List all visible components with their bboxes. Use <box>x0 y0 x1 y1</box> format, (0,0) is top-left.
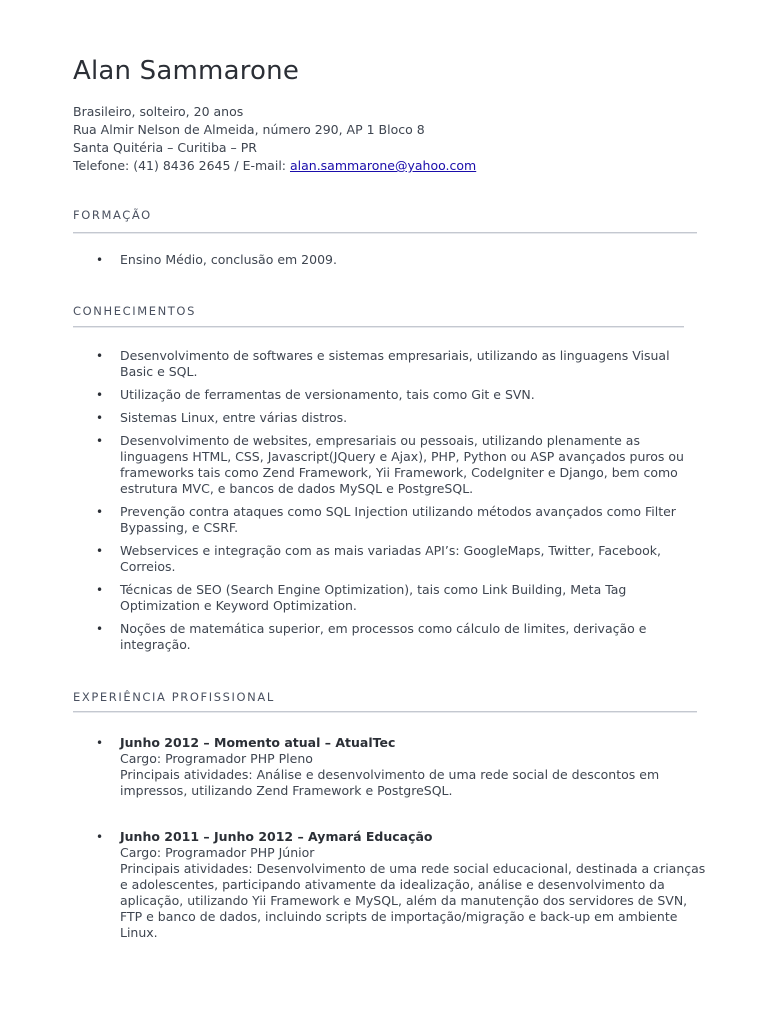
candidate-name: Alan Sammarone <box>73 56 300 86</box>
list-item: • Prevenção contra ataques como SQL Injection utilizando métodos avançados como Filter Bypassing, e CSRF. <box>96 504 706 536</box>
conhecimentos-list <box>96 348 706 660</box>
job-entry <box>96 829 706 941</box>
list-item: • Desenvolvimento de softwares e sistemas empresariais, utilizando as linguagens Visual Basic e SQL. <box>96 348 706 380</box>
list-item: • Técnicas de SEO (Search Engine Optimization), tais como Link Building, Meta Tag Optimization e Keyword Optimization. <box>96 582 706 614</box>
section-divider <box>73 232 697 233</box>
phone-email-line <box>73 157 476 175</box>
job-activities: Principais atividades: Análise e desenvolvimento de uma rede social de descontos em impressos, utilizando Zend Framework e PostgreSQL. <box>120 767 660 798</box>
job-heading: • Junho 2011 – Junho 2012 – Aymará Educação <box>120 829 433 844</box>
email-link[interactable]: alan.sammarone@yahoo.com <box>289 158 477 173</box>
address-city: Santa Quitéria – Curitiba – PR <box>73 140 257 155</box>
job-entry <box>96 735 706 799</box>
section-title-conhecimentos: CONHECIMENTOS <box>73 304 196 318</box>
job-role: Cargo: Programador PHP Júnior <box>120 845 315 860</box>
job-activities: Principais atividades: Desenvolvimento de uma rede social educacional, destinada a crianças e adolescentes, participando ativamente da idealização, análise e desenvolvimento da aplicação, utilizando Yii Framework e MySQL, além da manutenção dos servidores de SVN, FTP e banco de dados, incluindo scripts de importação/migração e back-up em ambiente Linux. <box>120 861 706 940</box>
list-item: • Desenvolvimento de websites, empresariais ou pessoais, utilizando plenamente as linguagens HTML, CSS, Javascript(JQuery e Ajax), PHP, Python ou ASP avançados puros ou frameworks tais como Zend Framework, Yii Framework, CodeIgniter e Django, bem como estrutura MVC, e bancos de dados MySQL e PostgreSQL. <box>96 433 706 497</box>
list-item: • Ensino Médio, conclusão em 2009. <box>96 252 706 268</box>
list-item: • Webservices e integração com as mais variadas API’s: GoogleMaps, Twitter, Facebook, Correios. <box>96 543 706 575</box>
section-title-experiencia: EXPERIÊNCIA PROFISSIONAL <box>73 690 275 704</box>
formacao-list <box>96 252 706 275</box>
job-role: Cargo: Programador PHP Pleno <box>120 751 313 766</box>
list-item: • Utilização de ferramentas de versionamento, tais como Git e SVN. <box>96 387 706 403</box>
job-heading: • Junho 2012 – Momento atual – AtualTec <box>120 735 396 750</box>
list-item: • Noções de matemática superior, em processos como cálculo de limites, derivação e integração. <box>96 621 706 653</box>
experiencia-list <box>96 735 706 948</box>
section-divider <box>73 711 697 712</box>
address-street: Rua Almir Nelson de Almeida, número 290, AP 1 Bloco 8 <box>73 122 425 137</box>
contact-block <box>73 103 476 175</box>
personal-info: Brasileiro, solteiro, 20 anos <box>73 104 244 119</box>
list-item: • Sistemas Linux, entre várias distros. <box>96 410 706 426</box>
phone-label: Telefone: (41) 8436 2645 / E-mail: <box>73 158 290 173</box>
section-divider <box>73 326 684 327</box>
section-title-formacao: FORMAÇÃO <box>73 208 152 222</box>
